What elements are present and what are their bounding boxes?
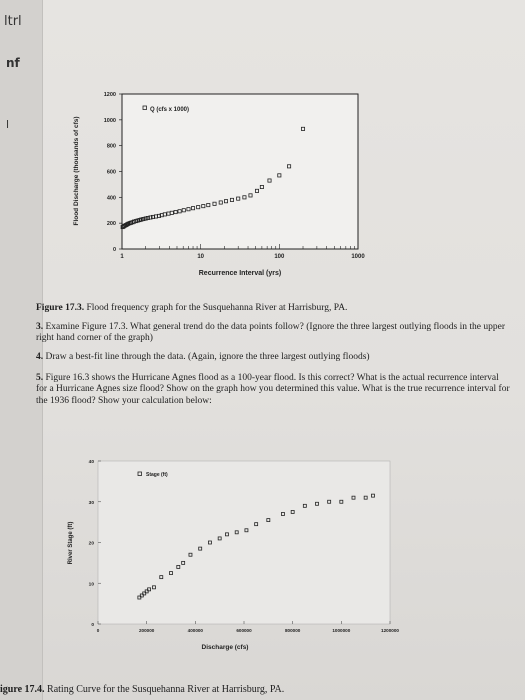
question-text: Figure 16.3 shows the Hurricane Agnes flood as a 100-year flood. Is this correct? What is the actual recurrence interval for a Hurricane Agnes size flood? Show on the graph how you determined this value. What is the true recurrence interval for the 1936 flood? Show your calculation below:	[36, 373, 510, 406]
question-5	[36, 373, 511, 407]
y-tick-label: 10	[88, 582, 94, 588]
x-tick-label: 600000	[236, 628, 252, 633]
y-axis-label: River Stage (ft)	[68, 521, 74, 565]
x-tick-label: 1000	[351, 254, 365, 260]
flood-frequency-chart	[60, 85, 390, 285]
question-3	[36, 322, 511, 345]
question-text: Examine Figure 17.3. What general trend do the data points follow? (Ignore the three largest outlying floods in the upper right hand corner of the graph)	[36, 322, 505, 344]
plot-area	[122, 94, 358, 249]
plot-area	[98, 461, 390, 624]
y-tick-label: 800	[106, 143, 116, 150]
y-tick-label: 400	[106, 195, 116, 202]
x-tick-label: 1	[120, 254, 124, 260]
y-tick-label: 1000	[103, 117, 116, 124]
y-tick-label: 600	[106, 169, 116, 176]
figure-caption-text: Flood frequency graph for the Susquehanna River at Harrisburg, PA.	[86, 303, 348, 313]
question-text: Draw a best-fit line through the data. (Again, ignore the three largest outlying floods)	[45, 352, 370, 362]
x-tick-label: 0	[96, 628, 100, 633]
x-tick-label: 800000	[284, 628, 301, 633]
rating-curve-chart	[60, 455, 420, 660]
x-tick-label: 10	[197, 254, 205, 260]
x-tick-label: 1200000	[381, 628, 399, 633]
margin-note: l	[6, 118, 10, 131]
x-axis-label: Discharge (cfs)	[201, 644, 249, 651]
question-number: 5.	[36, 373, 44, 383]
x-axis-label: Recurrence Interval (yrs)	[198, 270, 282, 277]
x-tick-label: 400000	[187, 628, 204, 633]
x-tick-label: 100	[274, 254, 285, 260]
figure-label: Figure 17.3.	[36, 303, 85, 313]
y-tick-label: 200	[106, 221, 116, 228]
y-tick-label: 20	[88, 541, 94, 547]
question-number: 4.	[36, 352, 44, 362]
x-tick-label: 200000	[138, 628, 155, 633]
question-number: 3.	[36, 322, 44, 332]
margin-note: nf	[6, 56, 20, 70]
y-tick-label: 1200	[103, 92, 116, 98]
x-tick-label: 1000000	[332, 628, 351, 633]
y-tick-label: 30	[88, 500, 94, 506]
figure-label: igure 17.4.	[0, 684, 45, 695]
y-tick-label: 0	[112, 247, 116, 253]
legend-label: Stage (ft)	[146, 472, 168, 478]
y-tick-label: 40	[88, 460, 94, 465]
question-4	[36, 352, 511, 363]
page-left-margin	[0, 0, 43, 700]
y-axis-label: Flood Discharge (thousands of cfs)	[73, 116, 80, 226]
margin-note: ltrl	[4, 14, 22, 29]
figure-17-4-caption	[0, 684, 284, 695]
legend-label: Q (cfs x 1000)	[150, 107, 190, 113]
figure-caption-text: Rating Curve for the Susquehanna River at Harrisburg, PA.	[47, 684, 285, 695]
y-tick-label: 0	[91, 623, 94, 628]
figure-17-3-caption	[36, 303, 511, 315]
